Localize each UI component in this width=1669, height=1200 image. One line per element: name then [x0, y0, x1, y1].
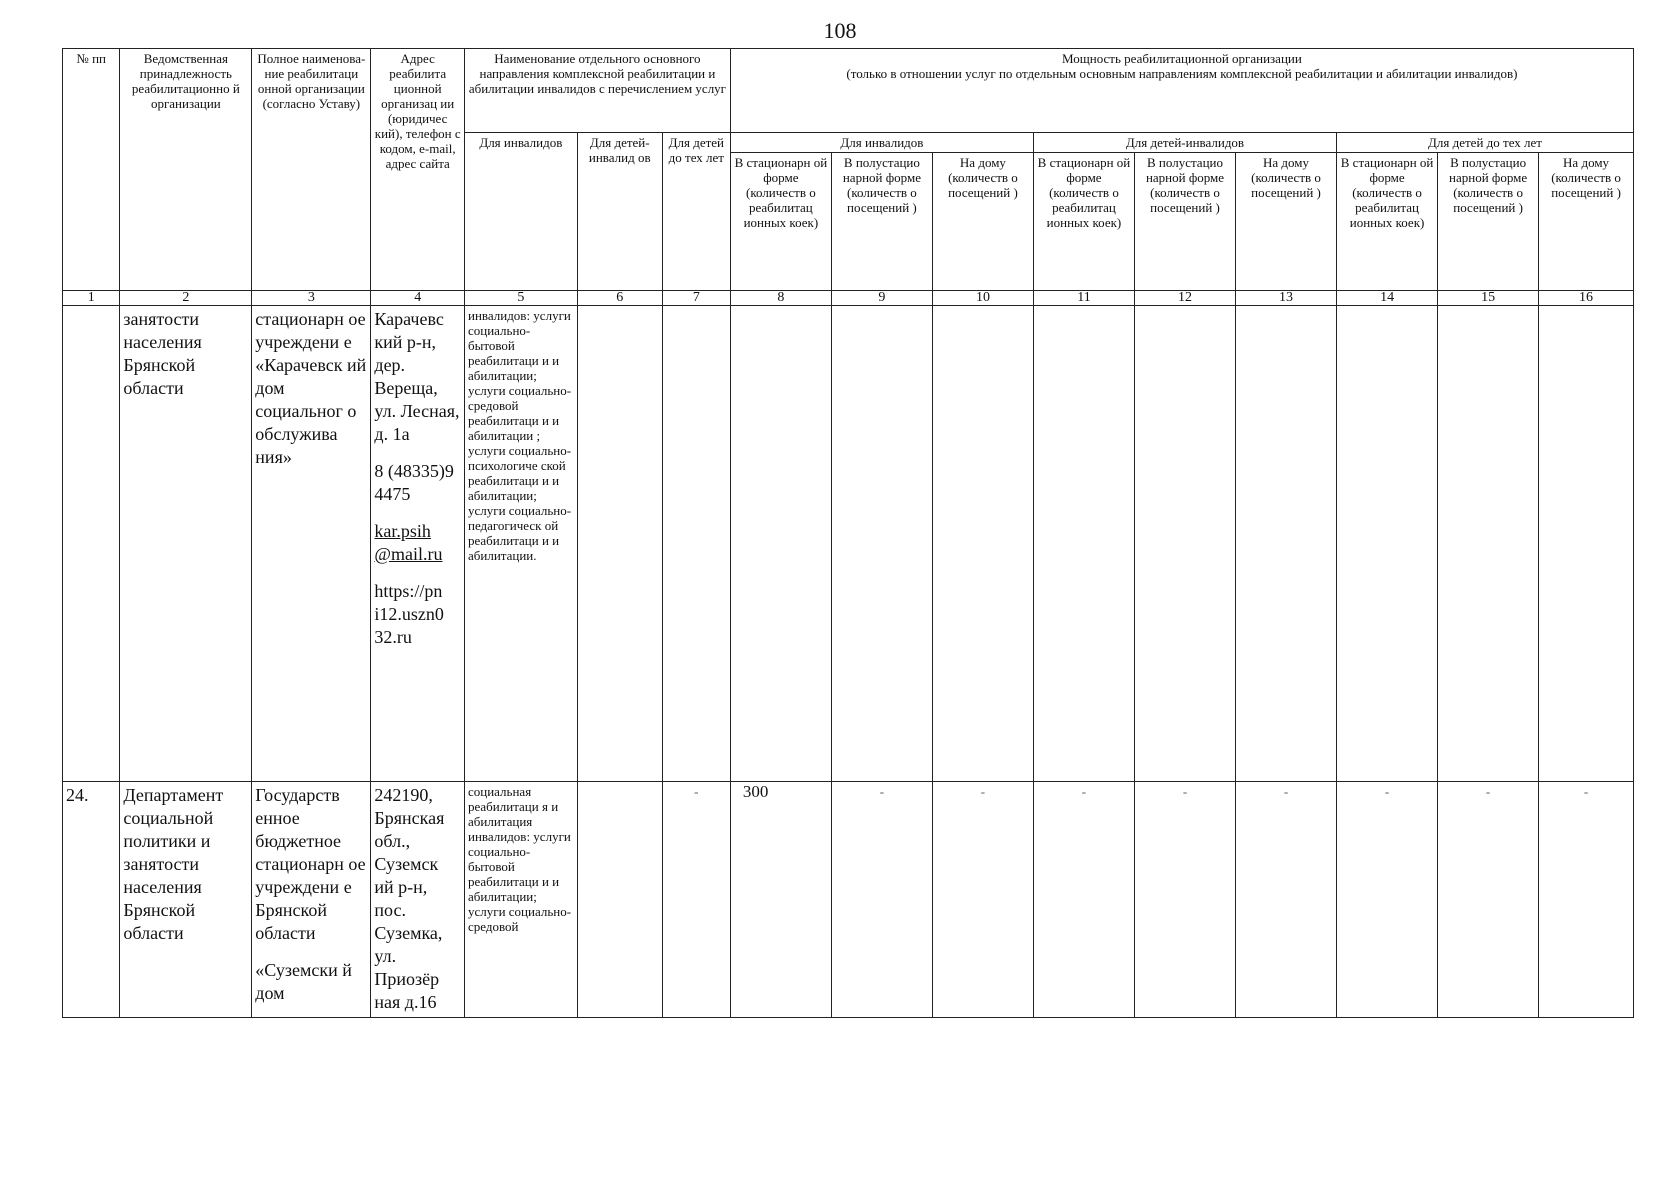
- org-name-part1: Государств енное бюджетное стационарн ое учреждени е Брянской области: [255, 785, 366, 943]
- sub-semi-children: В полустацио нарной форме (количеств о посещений ): [1134, 153, 1235, 291]
- column-number: 3: [252, 291, 371, 306]
- column-number: 14: [1337, 291, 1438, 306]
- empty-cell: [932, 306, 1033, 782]
- org-name-part2: «Суземски й дом: [255, 960, 352, 1003]
- sub-semi-disabled: В полустацио нарной форме (количеств о посещений ): [831, 153, 932, 291]
- empty-cell: [1539, 306, 1634, 782]
- dash-cell: -: [662, 782, 730, 1018]
- rehab-registry-table: [62, 48, 1634, 1018]
- sub-home-until: На дому (количеств о посещений ): [1539, 153, 1634, 291]
- dash-cell: -: [932, 782, 1033, 1018]
- sub-semi-until: В полустацио нарной форме (количеств о посещений ): [1438, 153, 1539, 291]
- column-number: 5: [464, 291, 577, 306]
- address-text: Карачевс кий р-н, дер. Верещa, ул. Лесная, д. 1а: [374, 309, 460, 444]
- address-cell: [371, 306, 465, 782]
- header-for-children-until: Для детей до тех лет: [662, 133, 730, 291]
- column-number: 11: [1033, 291, 1134, 306]
- header-department: Ведомственная принадлежность реабилитационно й организации: [120, 49, 252, 291]
- inpatient-disabled-value: 300: [730, 782, 831, 1018]
- header-number: № пп: [63, 49, 120, 291]
- dash-cell: -: [831, 782, 932, 1018]
- column-number: 6: [577, 291, 662, 306]
- empty-cell: [730, 306, 831, 782]
- sub-inpatient-disabled: В стационарн ой форме (количеств о реабилитац ионных коек): [730, 153, 831, 291]
- empty-cell: [1033, 306, 1134, 782]
- empty-cell: [1337, 306, 1438, 782]
- org-name-cell: стационарн ое учреждени е «Карачевск ий дом социальног о обслужива ния»: [252, 306, 371, 782]
- column-number: 4: [371, 291, 465, 306]
- dash-cell: -: [1438, 782, 1539, 1018]
- column-number: 13: [1236, 291, 1337, 306]
- org-name-cell: [252, 782, 371, 1018]
- row-number-cell: 24.: [63, 782, 120, 1018]
- group-disabled: Для инвалидов: [730, 133, 1033, 153]
- column-number: 15: [1438, 291, 1539, 306]
- services-cell: социальная реабилитаци я и абилитация инвалидов: услуги социально-бытовой реабилитаци и и абилитации; услуги социально-средовой: [464, 782, 577, 1018]
- dash-cell: -: [1337, 782, 1438, 1018]
- column-number: 8: [730, 291, 831, 306]
- website-link[interactable]: https://pn i12.uszn0 32.ru: [374, 581, 444, 647]
- row-number-cell: [63, 306, 120, 782]
- sub-inpatient-until: В стационарн ой форме (количеств о реабилитац ионных коек): [1337, 153, 1438, 291]
- header-org-name: Полное наименова-ние реабилитаци онной организации (согласно Уставу): [252, 49, 371, 291]
- department-cell: Департамент социальной политики и занятости населения Брянской области: [120, 782, 252, 1018]
- dash-cell: -: [1539, 782, 1634, 1018]
- table-row: [63, 306, 1634, 782]
- column-number: 16: [1539, 291, 1634, 306]
- header-direction-group: Наименование отдельного основного направления комплексной реабилитации и абилитации инвалидов с перечислением услуг: [464, 49, 730, 133]
- empty-cell: [662, 306, 730, 782]
- address-cell: 242190, Брянская обл., Суземск ий р-н, пос. Суземка, ул. Приозёр ная д.16: [371, 782, 465, 1018]
- group-children-until: Для детей до тех лет: [1337, 133, 1634, 153]
- empty-cell: [1134, 306, 1235, 782]
- column-number: 2: [120, 291, 252, 306]
- column-number: 10: [932, 291, 1033, 306]
- column-number: 1: [63, 291, 120, 306]
- sub-home-disabled: На дому (количеств о посещений ): [932, 153, 1033, 291]
- page-number: 108: [823, 18, 857, 43]
- header-address: Адрес реабилита ционной организац ии (юридичес кий), телефон с кодом, e-mail, адрес сайта: [371, 49, 465, 291]
- services-cell: инвалидов: услуги социально-бытовой реабилитаци и и абилитации; услуги социально-средовой реабилитаци и и абилитации ; услуги социально-психологиче ской реабилитаци и и абилитации; услуги социально-педагогическ ой реабилитаци и и абилитации.: [464, 306, 577, 782]
- phone-text: 8 (48335)9 4475: [374, 461, 454, 504]
- header-for-disabled: Для инвалидов: [464, 133, 577, 291]
- dash-cell: -: [1033, 782, 1134, 1018]
- column-number: 9: [831, 291, 932, 306]
- column-number: 12: [1134, 291, 1235, 306]
- empty-cell: [1438, 306, 1539, 782]
- sub-home-children: На дому (количеств о посещений ): [1236, 153, 1337, 291]
- dash-cell: -: [1134, 782, 1235, 1018]
- empty-cell: [577, 306, 662, 782]
- group-children-disabled: Для детей-инвалидов: [1033, 133, 1336, 153]
- empty-cell: [1236, 306, 1337, 782]
- capacity-title: Мощность реабилитационной организации: [1062, 51, 1302, 66]
- header-for-children-disabled: Для детей-инвалид ов: [577, 133, 662, 291]
- table-row: [63, 782, 1634, 1018]
- email-link[interactable]: kar.psih @mail.ru: [374, 521, 443, 564]
- column-number: 7: [662, 291, 730, 306]
- empty-cell: [831, 306, 932, 782]
- sub-inpatient-children: В стационарн ой форме (количеств о реабилитац ионных коек): [1033, 153, 1134, 291]
- dash-cell: -: [1236, 782, 1337, 1018]
- capacity-subtitle: (только в отношении услуг по отдельным основным направлениям комплексной реабилитации и абилитации инвалидов): [846, 66, 1518, 81]
- header-capacity: [730, 49, 1633, 133]
- empty-cell: [577, 782, 662, 1018]
- department-cell: занятости населения Брянской области: [120, 306, 252, 782]
